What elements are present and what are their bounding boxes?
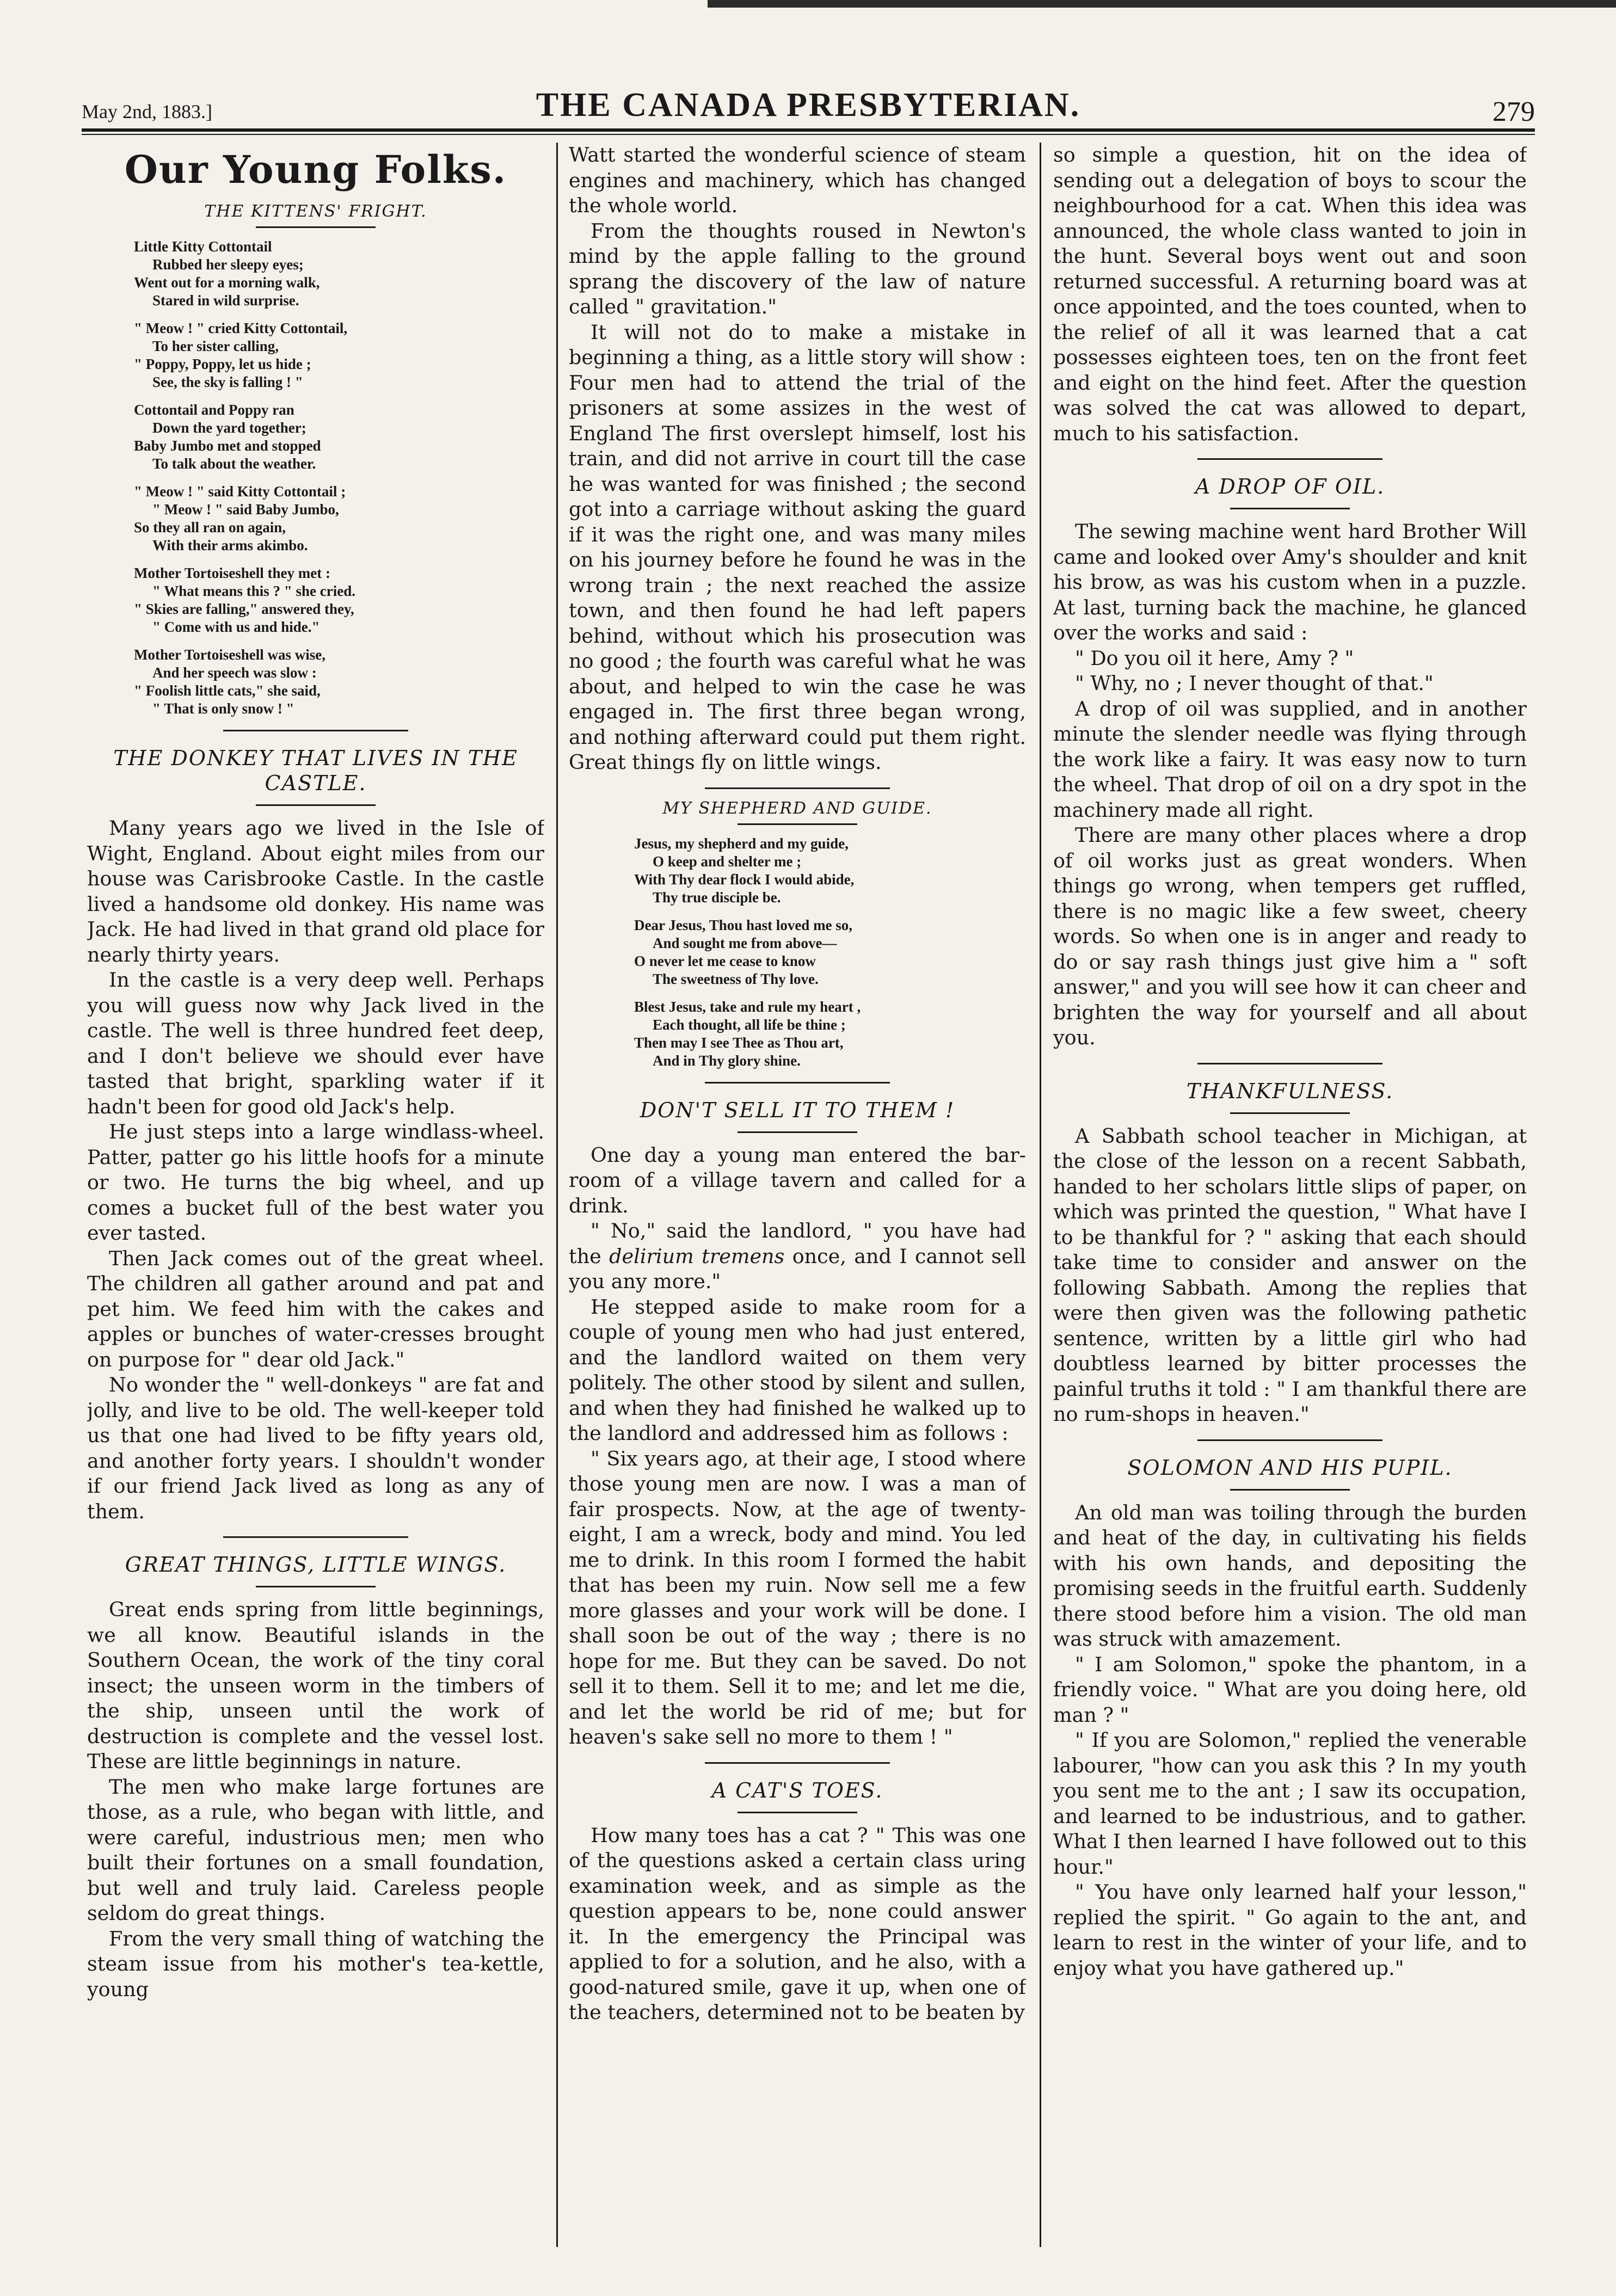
poem-shepherd [569,835,1026,1070]
paragraph: From the very small thing of watching the steam issue from his mother's tea-kettle, young [87,1926,544,2001]
poem-line: Dear Jesus, Thou hast loved me so, [634,916,853,933]
poem-title: THE KITTENS' FRIGHT. [204,202,427,221]
paragraph: " I am Solomon," spoke the phantom, in a friendly voice. " What are you doing here, old man ? " [1053,1652,1527,1727]
column-2 [569,143,1026,2247]
column-3 [1053,143,1527,2247]
paragraph: " Do you oil it here, Amy ? " [1075,646,1354,670]
poem-line: And sought me from above— [653,934,837,951]
poem-line: Went out for a morning walk, [134,274,320,291]
article-title: A DROP OF OIL. [1195,475,1385,498]
poem-line: Mother Tortoiseshell they met : [134,565,330,581]
poem-line: " Meow ! " said Kitty Cottontail ; [134,483,346,500]
divider [223,730,408,731]
article-title: DON'T SELL IT TO THEM ! [640,1098,955,1122]
poem-line: To her sister calling, [152,338,279,354]
paragraph: Great ends spring from little beginnings, we all know. Beautiful islands in the Southern Ocean, the work of the tiny coral insect; the unseen worm in the timbers of the ship, unseen until the work of destruction is complete and the vessel lost. These are little beginnings in nature. [87,1598,544,1773]
stanza [134,401,544,473]
paragraph: It will not do to make a mistake in beginning a thing, as a little story will show : Four men had to attend the trial of the prisoners at some assizes in the west of England The first overslept himself, lost his train, and did not arrive in court till the case he was wanted for was finished ; the second got into a carriage without asking the guard if it was the right one, and was many miles on his journey before he found he was in the wrong train ; the next reached the assize town, and then found he had left papers behind, without which his prosecution was no good ; the fourth was careful what he was about, and helped to win the case he was engaged in. The first three began wrong, and nothing afterward could put them right. Great things fly on little wings. [569,320,1026,774]
column-divider [1040,143,1041,2247]
poem-line: With Thy dear flock I would abide, [634,871,855,888]
paragraph: " Why, no ; I never thought of that." [1075,672,1434,695]
stanza [634,916,1026,988]
poem-line: O keep and shelter me ; [653,853,802,870]
poem-line: Little Kitty Cottontail [134,238,272,255]
divider [1230,1489,1350,1491]
header-rule [82,128,1535,135]
article-title: THANKFULNESS. [1186,1079,1394,1103]
paragraph: From the thoughts roused in Newton's mind by the apple falling to the ground sprang the discovery of the law of nature called " gravitation." [569,219,1026,318]
poem-line: Rubbed her sleepy eyes; [152,256,304,273]
poem-line: Stared in wild surprise. [152,292,299,309]
divider [738,823,857,825]
paragraph: so simple a question, hit on the idea of sending out a delegation of boys to scour the neighbourhood for a cat. When this idea was announced, the whole class wanted to join in the hunt. Several boys went out and soon returned successful. A returning board was at once appointed, and the toes counted, when to the relief of all it was learned that a cat possesses eighteen toes, ten on the front feet and eight on the hind feet. After the question was solved the cat was allowed to depart, much to his satisfaction. [1053,143,1527,445]
divider [1230,508,1350,509]
poem-line: Baby Jumbo met and stopped [134,438,321,454]
italic-term: delirium tremens [609,1244,785,1268]
poem-line: " What means this ? " she cried. [152,583,355,599]
poem-line: Then may I see Thee as Thou art, [634,1034,844,1051]
paragraph: A drop of oil was supplied, and in another minute the slender needle was flying through the work like a fairy. It was easy now to turn the wheel. That drop of oil on a dry spot in the machinery made all right. [1053,697,1527,822]
poem-line: And in Thy glory shine. [653,1052,801,1069]
stanza [134,646,544,718]
newspaper-title: THE CANADA PRESBYTERIAN. [536,87,1081,124]
paragraph: No wonder the " well-donkeys " are fat and jolly, and live to be old. The well-keeper told us that one had lived to be fifty years old, and another forty years. I shouldn't wonder if our friend Jack lived as long as any of them. [87,1373,544,1523]
divider [705,1762,890,1764]
paragraph [569,1218,1026,1295]
text-run: " No," said the landlord, " you have had the [569,1219,1026,1268]
paragraph: Then Jack comes out of the great wheel. The children all gather around and pat and pet him. We feed him with the cakes and apples or bunches of water-cresses brought on purpose for " dear old Jack." [87,1246,544,1371]
divider [1197,458,1382,460]
poem-line: Mother Tortoiseshell was wise, [134,647,325,663]
paragraph: The sewing machine went hard Brother Will came and looked over Amy's shoulder and knit his brow, as was his custom when in a puzzle. At last, turning back the machine, he glanced over the works and said : [1053,520,1527,644]
paragraph: " Six years ago, at their age, I stood where those young men are now. I was a man of fair prospects. Now, at the age of twenty-eight, I am a wreck, body and mind. You led me to drink. In this room I formed the habit that has been my ruin. Now sell me a few more glasses and your work will be done. I shall soon be out of the way ; there is no hope for me. But they can be saved. Do not sell it to them. Sell it to me; and let me die, and let the world be rid of me; but for heaven's sake sell no more to them ! " [569,1446,1026,1749]
top-edge-strip [708,0,1616,8]
poem-line: Thy true disciple be. [653,889,781,906]
poem-line: O never let me cease to know [634,952,816,969]
divider [1197,1439,1382,1441]
paragraph: " You have only learned half your lesson," replied the spirit. " Go again to the ant, and learn to rest in the winter of your life, and to enjoy what you have gathered up." [1053,1880,1527,1980]
paragraph: The men who make large fortunes are those, as a rule, who began with little, and were careful, industrious men; men who built their fortunes on a small foundation, but well and truly laid. Careless people seldom do great things. [87,1775,544,1925]
paragraph: One day a young man entered the bar-room of a village tavern and called for a drink. [569,1143,1026,1217]
stanza [134,564,544,636]
issue-date: May 2nd, 1883.] [82,101,212,122]
paragraph: A Sabbath school teacher in Michigan, at the close of the lesson on a recent Sabbath, handed to her scholars little slips of paper, on which was printed the question, " What have I to be thankful for ? " asking that each should take time to consider and answer on the following Sabbath. Among the replies that were then given was the following pathetic sentence, written by a little girl who had doubtless learned by bitter processes the painful truths it told : " I am thankful there are no rum-shops in heaven." [1053,1124,1527,1426]
divider [256,226,376,228]
divider [738,1812,857,1813]
poem-title: MY SHEPHERD AND GUIDE. [662,798,932,818]
poem-line: " Foolish little cats," she said, [134,682,321,699]
article-title: GREAT THINGS, LITTLE WINGS. [125,1553,507,1577]
page-number: 279 [1492,96,1535,127]
poem-line: Down the yard together; [152,420,306,436]
article-title: THE DONKEY THAT LIVES IN THE CASTLE. [113,746,518,795]
poem-line: " Come with us and hide." [152,619,320,635]
paragraph: In the castle is a very deep well. Perhaps you will guess now why Jack lived in the castle. The well is three hundred feet deep, and I don't believe we should ever have tasted that bright, sparkling water if it hadn't been for good old Jack's help. [87,968,544,1118]
paragraph: An old man was toiling through the burden and heat of the day, in cultivating his fields with his own hands, and depositing the promising seeds in the fruitful earth. Suddenly there stood before him a vision. The old man was struck with amazement. [1053,1500,1527,1651]
poem-kittens [87,238,544,718]
poem-line: Cottontail and Poppy ran [134,402,294,418]
column-divider [556,143,558,2247]
divider [256,1586,376,1587]
poem-line: With their arms akimbo. [152,537,308,553]
poem-line: " Meow ! " said Baby Jumbo, [152,501,339,518]
stanza [134,238,544,310]
divider [1197,1063,1382,1064]
poem-line: The sweetness of Thy love. [653,970,819,987]
poem-line: " Poppy, Poppy, let us hide ; [134,356,311,372]
poem-line: " Skies are falling," answered they, [134,601,354,617]
poem-line: " Meow ! " cried Kitty Cottontail, [134,320,348,336]
stanza [634,998,1026,1070]
poem-line: Each thought, all life be thine ; [653,1016,846,1033]
divider [1230,1112,1350,1114]
stanza [634,835,1026,907]
paragraph: Many years ago we lived in the Isle of Wight, England. About eight miles from our house was Carisbrooke Castle. In the castle lived a handsome old donkey. His name was Jack. He had lived in that grand old place for nearly thirty years. [87,816,544,967]
poem-line: " That is only snow ! " [152,700,294,717]
divider [256,804,376,806]
paragraph: How many toes has a cat ? " This was one of the questions asked a certain class uring examination week, and as simple as the question appears to be, none could answer it. In the emergency the Principal was applied to for a solution, and he also, with a good-natured smile, gave it up, when one of the teachers, determined not to be beaten by [569,1823,1026,2024]
poem-line: See, the sky is falling ! " [152,374,303,390]
divider [705,787,890,789]
divider [738,1131,857,1133]
paragraph: He stepped aside to make room for a couple of young men who had just entered, and the landlord waited on them very politely. The other stood by silent and sullen, and when they had finished he walked up to the landlord and addressed him as follows : [569,1295,1026,1445]
stanza [134,483,544,555]
section-masthead: Our Young Folks. [124,147,507,192]
poem-line: Blest Jesus, take and rule my heart , [634,998,861,1015]
stanza [134,319,544,391]
poem-line: To talk about the weather. [152,455,316,472]
paragraph: " If you are Solomon," replied the venerable labourer, "how can you ask this ? In my youth you sent me to the ant ; I saw its occupation, and learned to be industrious, and to gather. What I then learned I have followed out to this hour." [1053,1728,1527,1879]
poem-line: So they all ran on again, [134,519,286,535]
divider [223,1536,408,1538]
paragraph: There are many other places where a drop of oil works just as great wonders. When things go wrong, when tempers get ruffled, there is no magic like a few sweet, cheery words. So when one is in anger and ready to do or say rash things just give him a " soft answer," and you will see how it can cheer and brighten the way for yourself and all about you. [1053,823,1527,1049]
divider [705,1082,890,1084]
text-run: once, and I cannot sell you any more." [569,1244,1026,1293]
paragraph: Watt started the wonderful science of steam engines and machinery, which has changed the whole world. [569,143,1026,217]
article-title: SOLOMON AND HIS PUPIL. [1127,1455,1453,1480]
column-1 [87,143,544,2247]
paragraph: He just steps into a large windlass-wheel. Patter, patter go his little hoofs for a minute or two. He turns the big wheel, and up comes a bucket full of the best water you ever tasted. [87,1120,544,1245]
article-title: A CAT'S TOES. [711,1778,883,1802]
poem-line: Jesus, my shepherd and my guide, [634,835,849,852]
poem-line: And her speech was slow : [152,664,317,681]
